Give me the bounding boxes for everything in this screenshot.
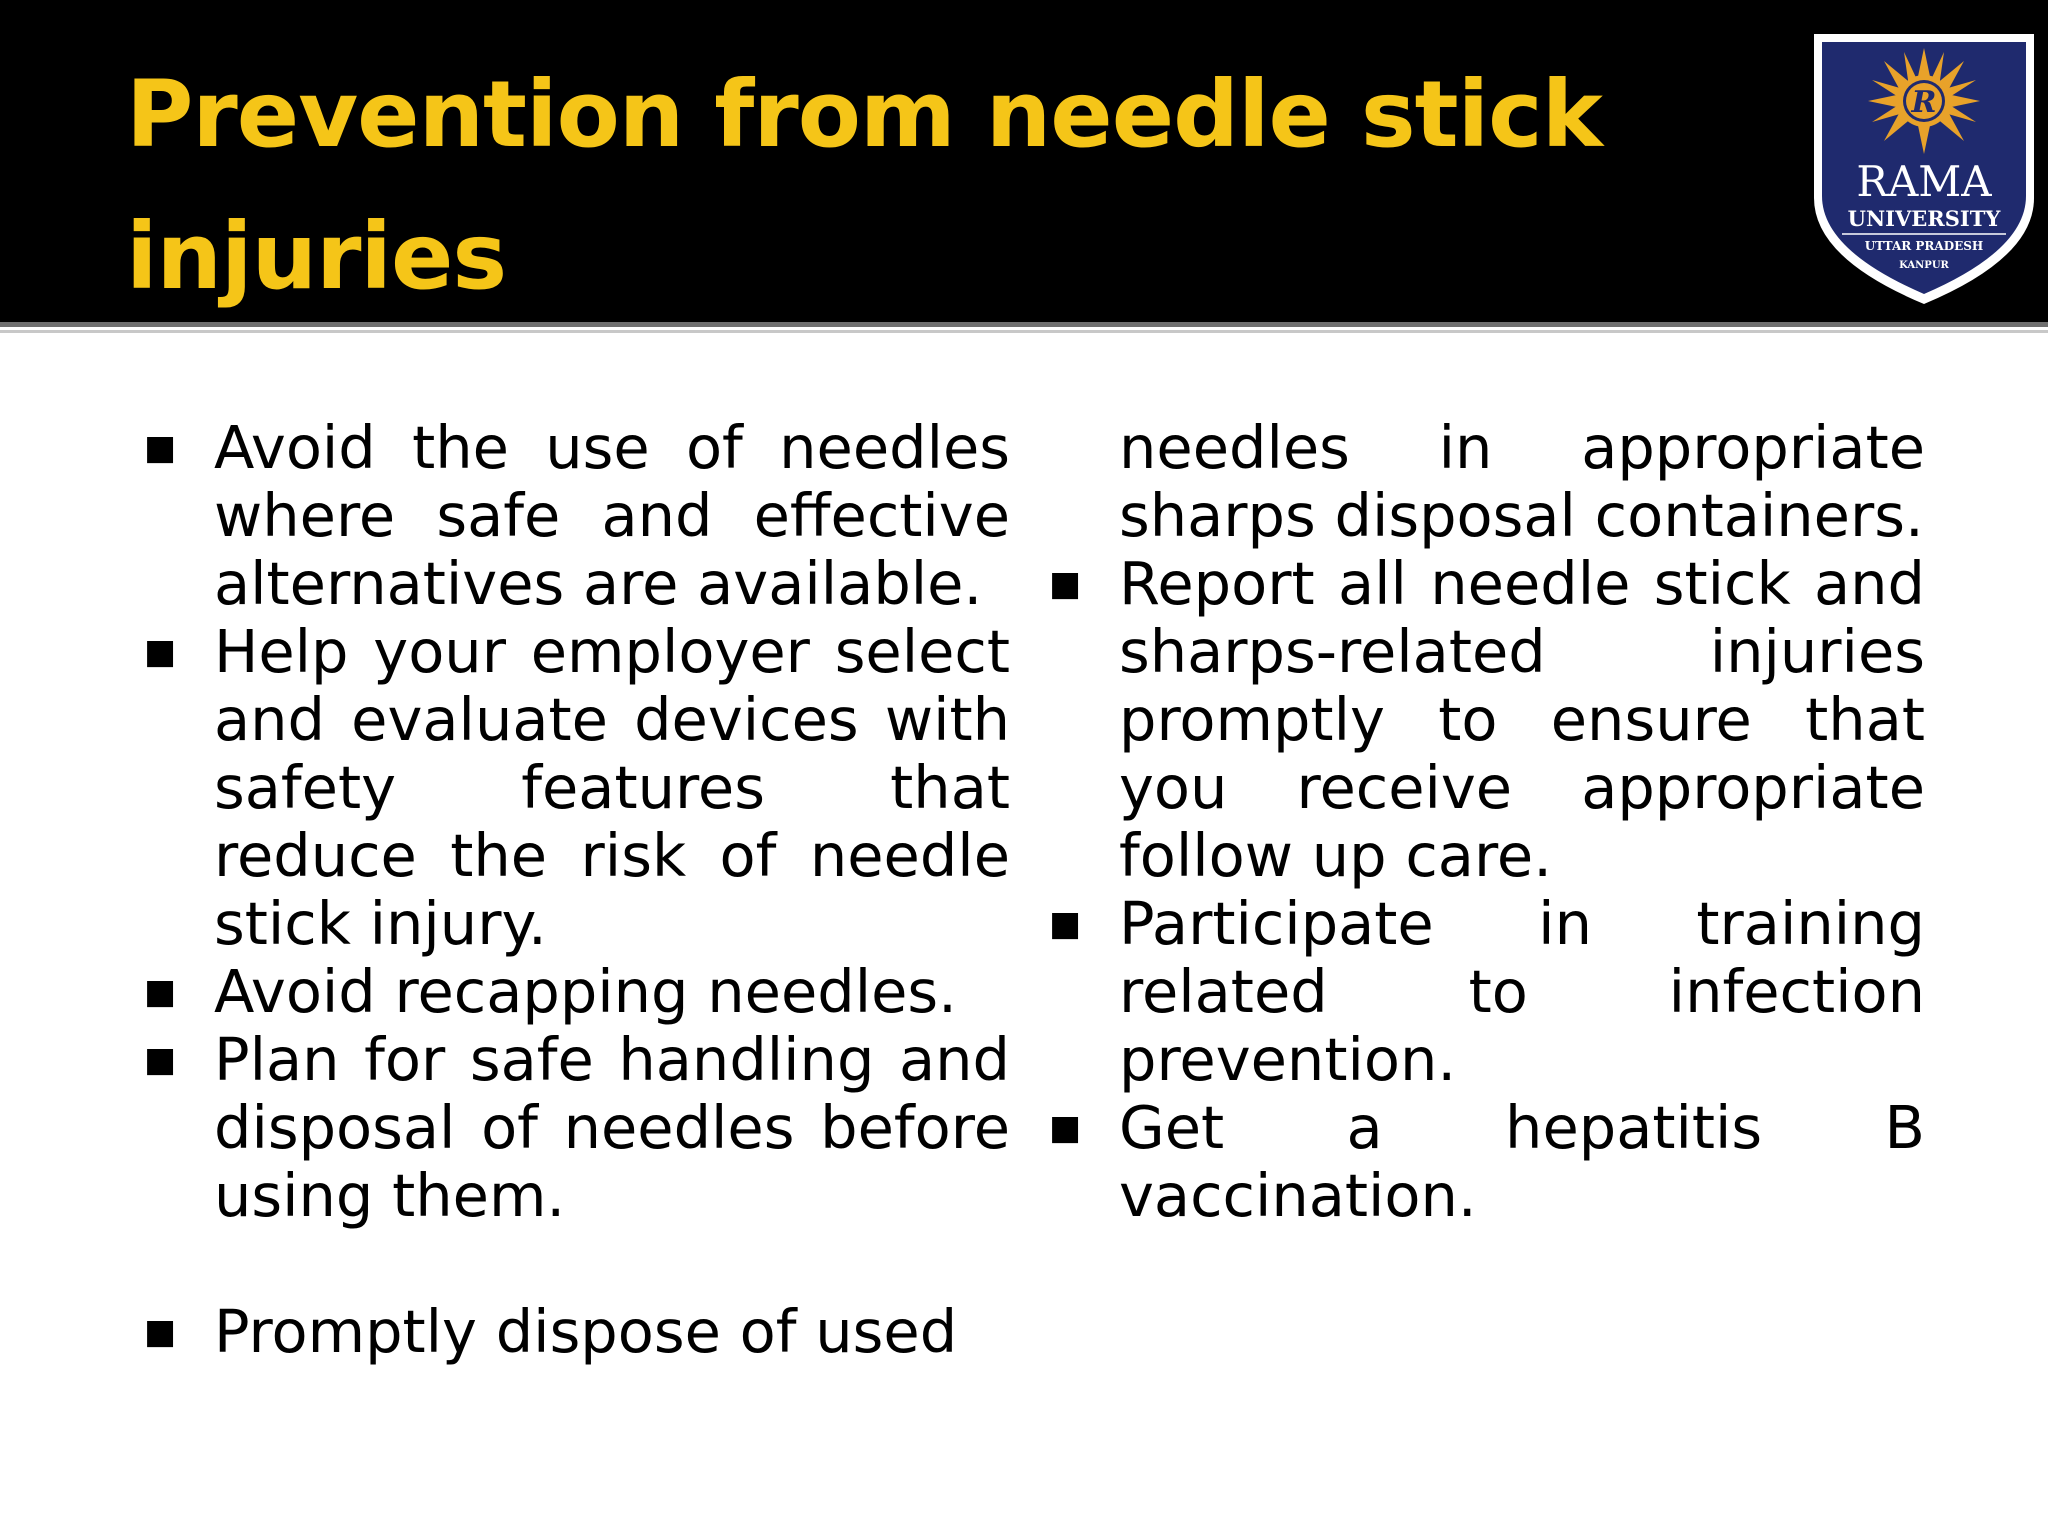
svg-text:UNIVERSITY: UNIVERSITY	[1847, 206, 2001, 231]
right-column	[1045, 414, 1925, 1230]
bullet-avoid-recapping: ■ Avoid recapping needles.	[140, 958, 1010, 1026]
svg-text:KANPUR: KANPUR	[1899, 260, 1949, 271]
svg-text:UTTAR PRADESH: UTTAR PRADESH	[1864, 239, 1984, 253]
header-divider-shadow	[0, 330, 2048, 333]
bullet-plan-handling: ■ Plan for safe handling and disposal of needles before using them.	[140, 1026, 1010, 1230]
bullet-gap	[140, 1230, 1010, 1298]
title-bar	[0, 0, 2048, 322]
bullet-avoid-needles: ■ Avoid the use of needles where safe and effective alternatives are available.	[140, 414, 1010, 618]
left-column	[140, 414, 1010, 1366]
svg-text:R: R	[1911, 85, 1937, 120]
header-divider	[0, 322, 2048, 327]
bullet-hepatitis-vaccination: ■ Get a hepatitis B vaccination.	[1045, 1094, 1925, 1230]
rama-university-crest-icon	[1808, 28, 2040, 310]
continued-text: needles in appropriate sharps disposal containers.	[1119, 413, 1925, 550]
slide-title: Prevention from needle stick injuries	[126, 61, 1602, 310]
bullet-promptly-dispose: ■ Promptly dispose of used	[140, 1298, 1010, 1366]
bullet-help-employer: ■ Help your employer select and evaluate devices with safety features that reduce the risk of needle stick injury.	[140, 618, 1010, 958]
svg-text:RAMA: RAMA	[1856, 157, 1992, 206]
bullet-participate-training: ■ Participate in training related to infection prevention.	[1045, 890, 1925, 1094]
bullet-report-injuries: ■ Report all needle stick and sharps-related injuries promptly to ensure that you receive appropriate follow up care.	[1045, 550, 1925, 890]
